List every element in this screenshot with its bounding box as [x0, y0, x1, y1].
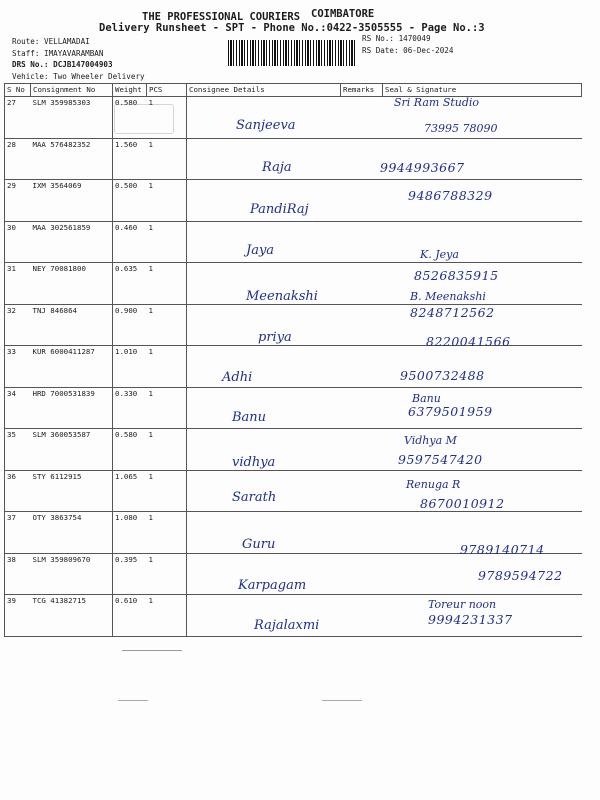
stray-mark — [322, 700, 362, 701]
consignment-cell: MAA 302561859 — [31, 221, 113, 263]
handwritten-name: Jaya — [246, 243, 275, 258]
consignment-cell: IXM 3564069 — [31, 180, 113, 222]
handwritten-seal: B. Meenakshi — [410, 290, 486, 303]
consignment-cell: OTY 3863754 — [31, 512, 113, 554]
weight-cell: 0.610 — [113, 595, 147, 637]
pcs-cell: 1 — [147, 470, 187, 512]
column-header: Weight — [113, 84, 147, 97]
pcs-cell: 1 — [147, 97, 187, 139]
consignee-cell — [187, 346, 341, 388]
weight-cell: 1.010 — [113, 346, 147, 388]
sno-cell: 32 — [5, 304, 31, 346]
remarks-cell — [341, 221, 383, 263]
column-header: Consignment No — [31, 84, 113, 97]
stray-mark — [122, 650, 182, 651]
handwritten-seal: Sri Ram Studio — [394, 96, 480, 109]
remarks-cell — [341, 512, 383, 554]
handwritten-name: Sarath — [232, 490, 277, 505]
pcs-cell: 1 — [147, 429, 187, 471]
weight-cell: 0.460 — [113, 221, 147, 263]
column-header: S No — [5, 84, 31, 97]
sno-cell: 37 — [5, 512, 31, 554]
handwritten-phone: 8220041566 — [426, 334, 511, 349]
remarks-cell — [341, 304, 383, 346]
handwritten-name: PandiRaj — [250, 202, 309, 217]
faded-stamp — [114, 104, 174, 134]
consignment-cell: SLM 359985303 — [31, 97, 113, 139]
handwritten-name: Adhi — [222, 370, 253, 385]
runsheet-meta-left — [12, 36, 145, 82]
weight-cell: 0.500 — [113, 180, 147, 222]
weight-cell: 0.580 — [113, 97, 147, 139]
rs-date: RS Date: 06-Dec-2024 — [362, 45, 454, 55]
consignment-cell: SLM 359809670 — [31, 553, 113, 595]
handwritten-phone: 8248712562 — [410, 305, 495, 320]
remarks-cell — [341, 595, 383, 637]
consignment-cell: TNJ 846864 — [31, 304, 113, 346]
sno-cell: 30 — [5, 221, 31, 263]
remarks-cell — [341, 387, 383, 429]
handwritten-name: priya — [258, 330, 292, 345]
consignment-cell: MAA 576482352 — [31, 138, 113, 180]
handwritten-name: Rajalaxmi — [254, 618, 320, 633]
remarks-cell — [341, 97, 383, 139]
seal-cell — [383, 221, 582, 263]
weight-cell: 1.080 — [113, 512, 147, 554]
pcs-cell: 1 — [147, 221, 187, 263]
handwritten-seal: Renuga R — [406, 478, 461, 491]
weight-cell: 0.330 — [113, 387, 147, 429]
consignment-cell: TCG 41382715 — [31, 595, 113, 637]
remarks-cell — [341, 138, 383, 180]
handwritten-phone: 9994231337 — [428, 612, 513, 627]
handwritten-phone: 8526835915 — [414, 268, 499, 283]
handwritten-phone: 73995 78090 — [424, 122, 498, 135]
city-label: COIMBATORE — [311, 8, 375, 20]
sno-cell: 31 — [5, 263, 31, 305]
handwritten-name: Banu — [232, 410, 267, 425]
column-header: PCS — [147, 84, 187, 97]
vehicle-label: Vehicle: Two Wheeler Delivery — [12, 71, 145, 81]
sno-cell: 38 — [5, 553, 31, 595]
weight-cell: 0.580 — [113, 429, 147, 471]
handwritten-phone: 9486788329 — [408, 188, 493, 203]
weight-cell: 0.635 — [113, 263, 147, 305]
sno-cell: 28 — [5, 138, 31, 180]
consignment-cell: SLM 360053587 — [31, 429, 113, 471]
sno-cell: 33 — [5, 346, 31, 388]
consignment-cell: KUR 6000411287 — [31, 346, 113, 388]
column-header: Consignee Details — [187, 84, 341, 97]
route-label: Route: VELLAMADAI — [12, 37, 90, 46]
table-header-row — [5, 84, 582, 97]
weight-cell: 0.395 — [113, 553, 147, 595]
handwritten-phone: 6379501959 — [408, 404, 493, 419]
sno-cell: 29 — [5, 180, 31, 222]
handwritten-name: Guru — [242, 537, 276, 552]
stray-mark — [118, 700, 148, 701]
handwritten-phone: 9500732488 — [400, 368, 485, 383]
handwritten-phone: 9789594722 — [478, 568, 563, 583]
remarks-cell — [341, 180, 383, 222]
remarks-cell — [341, 553, 383, 595]
table-row — [5, 387, 582, 429]
handwritten-phone: 9597547420 — [398, 452, 483, 467]
pcs-cell: 1 — [147, 346, 187, 388]
pcs-cell: 1 — [147, 304, 187, 346]
handwritten-seal: Banu — [412, 392, 441, 405]
sno-cell: 27 — [5, 97, 31, 139]
weight-cell: 1.560 — [113, 138, 147, 180]
weight-cell: 0.900 — [113, 304, 147, 346]
sno-cell: 39 — [5, 595, 31, 637]
pcs-cell: 1 — [147, 138, 187, 180]
pcs-cell: 1 — [147, 553, 187, 595]
consignment-cell: HRD 7000531839 — [31, 387, 113, 429]
handwritten-phone: 8670010912 — [420, 496, 505, 511]
staff-label: Staff: IMAYAVARAMBAN — [12, 48, 104, 58]
remarks-cell — [341, 470, 383, 512]
runsheet-meta-right — [362, 33, 453, 56]
sno-cell: 34 — [5, 387, 31, 429]
column-header: Remarks — [341, 84, 383, 97]
handwritten-name: Sanjeeva — [236, 118, 296, 133]
weight-cell: 1.065 — [113, 470, 147, 512]
remarks-cell — [341, 263, 383, 305]
handwritten-phone: 9789140714 — [460, 542, 545, 557]
handwritten-name: Meenakshi — [246, 289, 318, 304]
pcs-cell: 1 — [147, 263, 187, 305]
company-name: THE PROFESSIONAL COURIERS — [142, 11, 301, 23]
table-row — [5, 138, 582, 180]
table-row — [5, 346, 582, 388]
consignment-cell: NEY 70081800 — [31, 263, 113, 305]
handwritten-seal: Vidhya M — [404, 434, 457, 447]
remarks-cell — [341, 429, 383, 471]
sno-cell: 35 — [5, 429, 31, 471]
rs-number: RS No.: 1470049 — [362, 34, 431, 43]
handwritten-seal: Toreur noon — [428, 598, 497, 611]
pcs-cell: 1 — [147, 595, 187, 637]
pcs-cell: 1 — [147, 180, 187, 222]
handwritten-seal: K. Jeya — [420, 248, 459, 261]
remarks-cell — [341, 346, 383, 388]
pcs-cell: 1 — [147, 512, 187, 554]
column-header: Seal & Signature — [383, 84, 582, 97]
sno-cell: 36 — [5, 470, 31, 512]
drs-number: DRS No.: DCJB147004903 — [12, 60, 113, 69]
handwritten-name: Raja — [262, 160, 292, 175]
handwritten-phone: 9944993667 — [380, 160, 465, 175]
barcode — [228, 40, 356, 66]
handwritten-name: Karpagam — [238, 578, 307, 593]
runsheet-title: Delivery Runsheet - SPT - Phone No.:0422-3505555 - Page No.:3 — [99, 22, 485, 34]
handwritten-name: vidhya — [232, 455, 276, 470]
consignment-cell: STY 6112915 — [31, 470, 113, 512]
table-row — [5, 221, 582, 263]
table-row — [5, 429, 582, 471]
pcs-cell: 1 — [147, 387, 187, 429]
